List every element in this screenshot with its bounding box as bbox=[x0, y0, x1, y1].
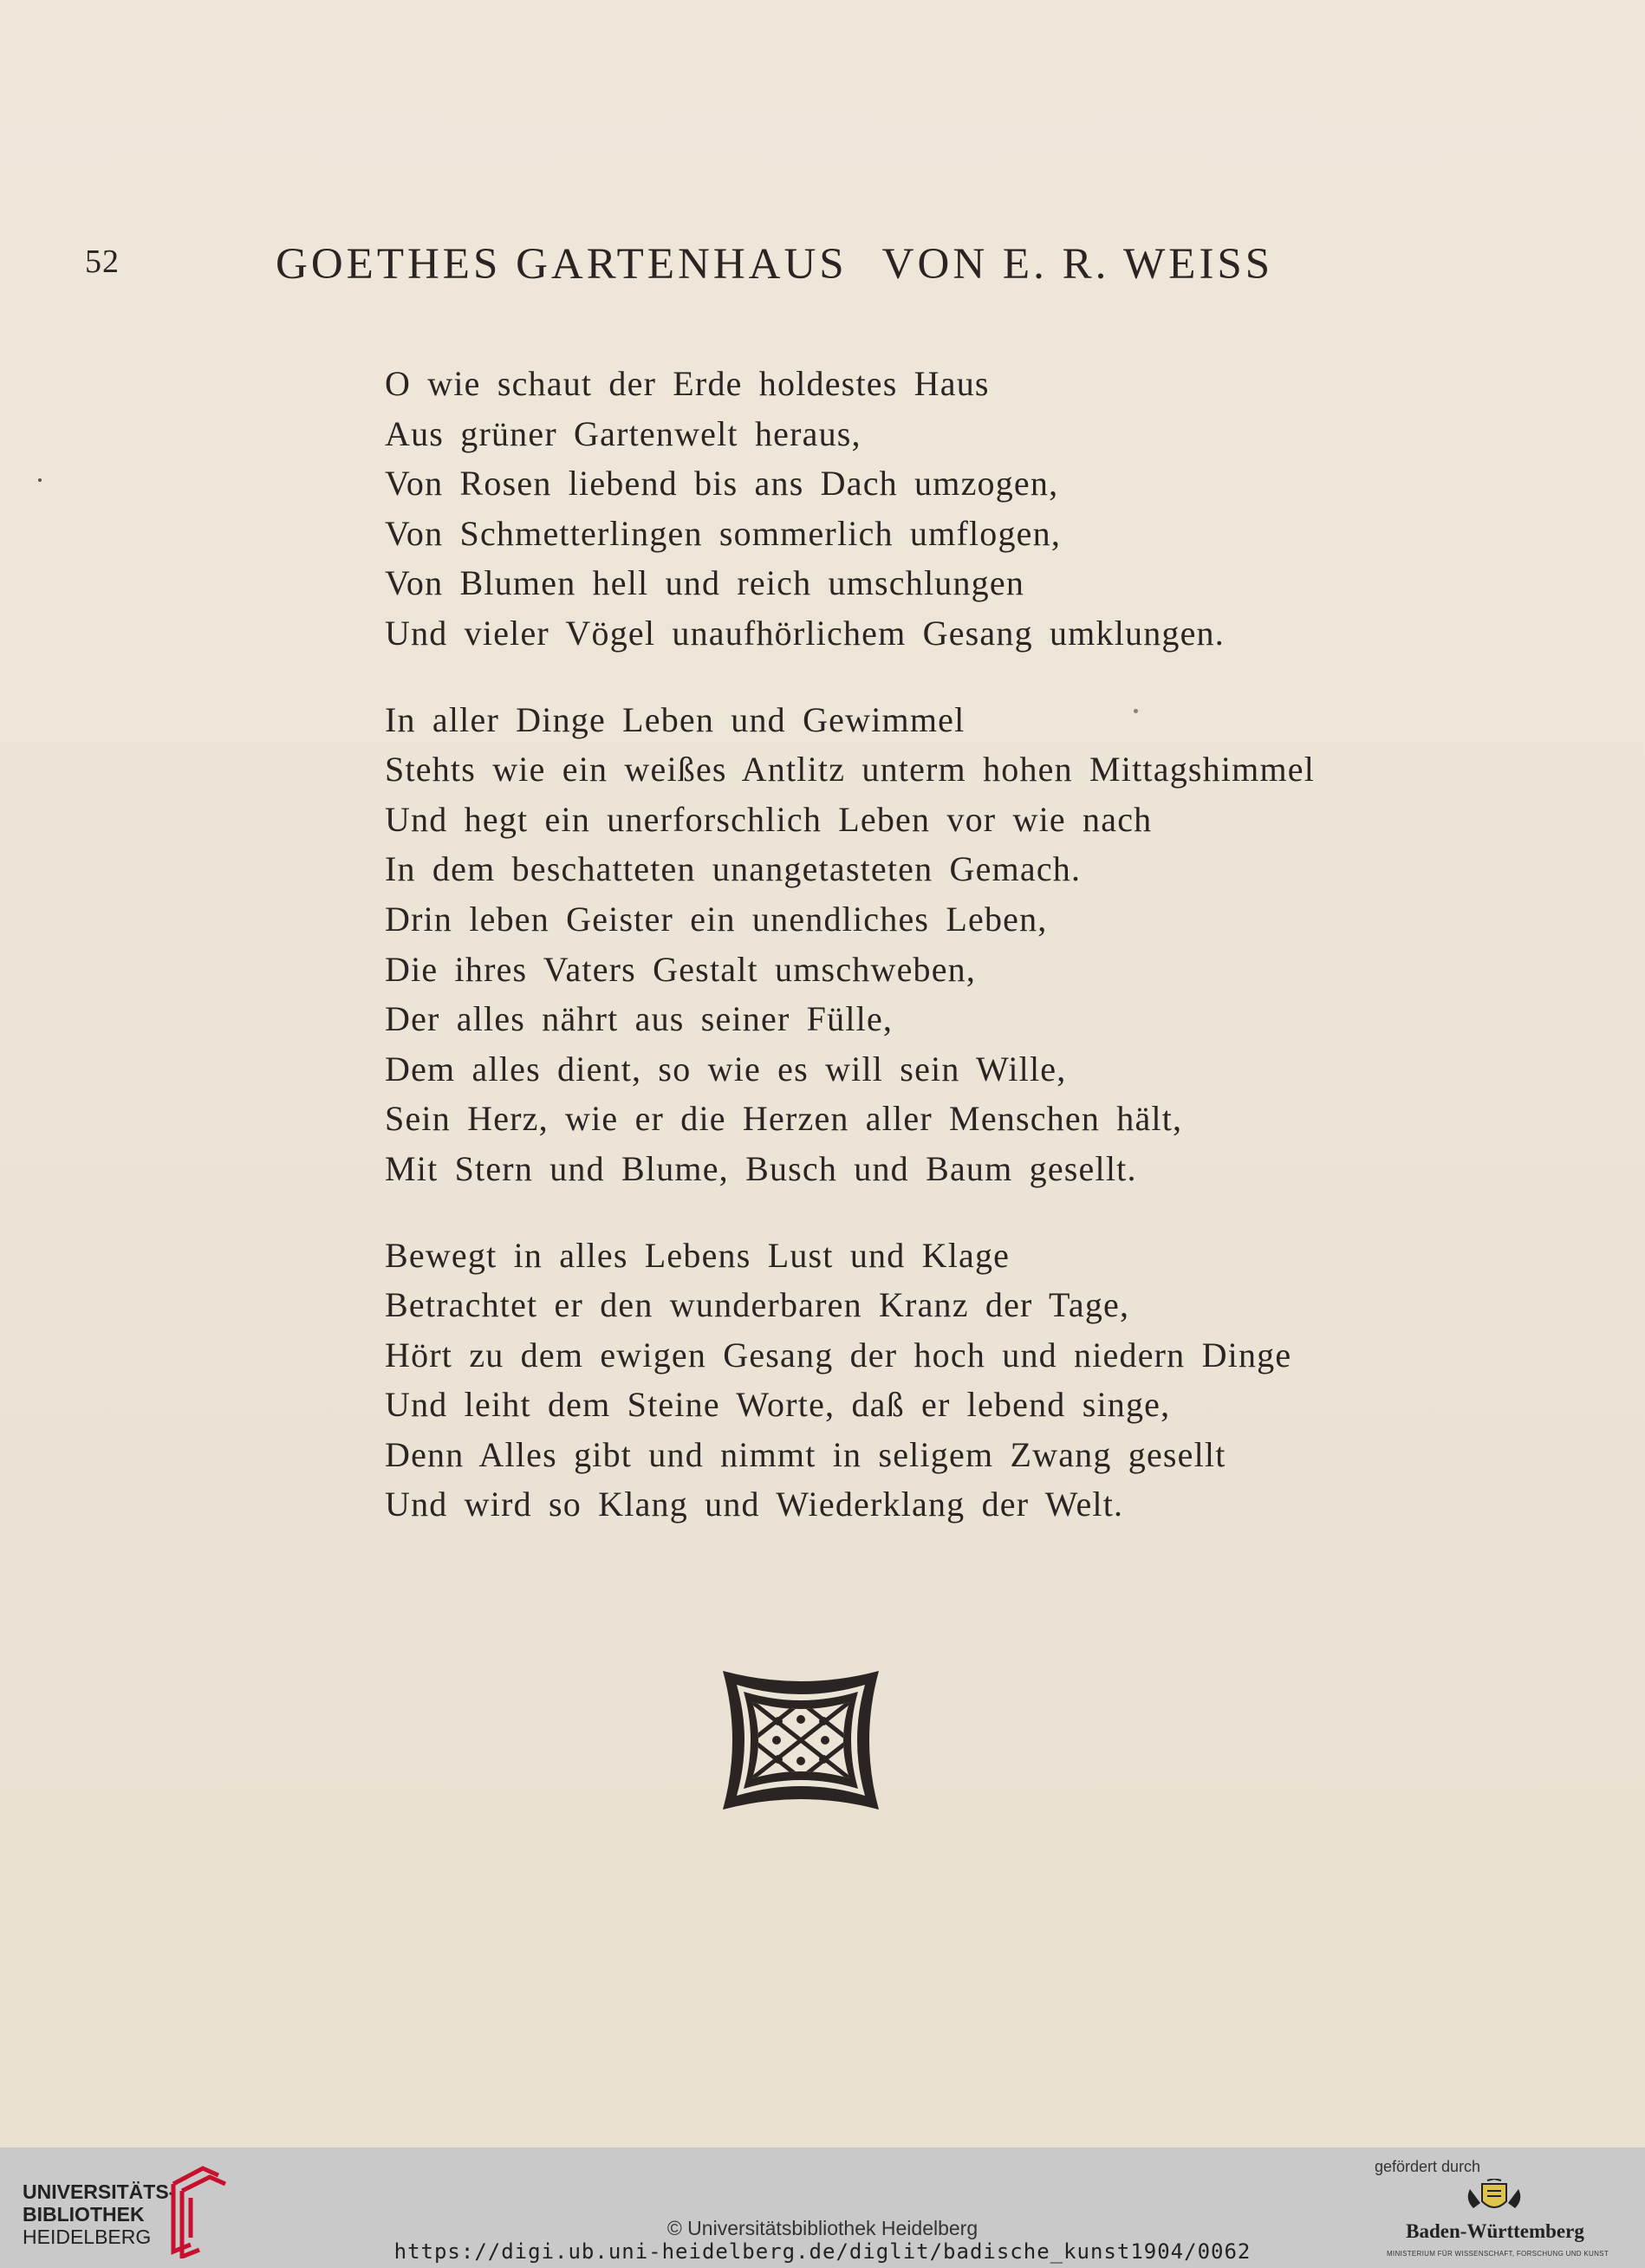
poem-line: Dem alles dient, so wie es will sein Wille, bbox=[385, 1049, 1067, 1089]
poem-line: Der alles nährt aus seiner Fülle, bbox=[385, 999, 894, 1039]
poem-line: Drin leben Geister ein unendliches Leben, bbox=[385, 899, 1048, 939]
poem-line: Von Blumen hell und reich umschlungen bbox=[385, 563, 1025, 603]
poem-line: In aller Dinge Leben und Gewimmel bbox=[385, 699, 966, 739]
poem-line: Von Rosen liebend bis ans Dach umzogen, bbox=[385, 464, 1059, 504]
poem-line: Und vieler Vögel unaufhörlichem Gesang umklungen. bbox=[385, 613, 1225, 653]
poem-line: Bewegt in alles Lebens Lust und Klage bbox=[385, 1235, 1011, 1275]
running-head-author: VON E. R. WEISS bbox=[881, 240, 1274, 289]
poem-line: Stehts wie ein weißes Antlitz unterm hohen Mittagshimmel bbox=[385, 750, 1316, 790]
copyright-notice: © Universitätsbibliothek Heidelberg bbox=[666, 2217, 979, 2239]
funded-by-label: gefördert durch bbox=[1375, 2158, 1481, 2175]
poem-line: Mit Stern und Blume, Busch und Baum gesellt. bbox=[385, 1148, 1137, 1188]
stanza-3 bbox=[385, 1231, 1425, 1530]
poem-line: Und wird so Klang und Wiederklang der Welt. bbox=[385, 1485, 1124, 1524]
funder-ministry: MINISTERIUM FÜR WISSENSCHAFT, FORSCHUNG UND KUNST bbox=[1386, 2250, 1609, 2258]
poem-line: Aus grüner Gartenwelt heraus, bbox=[385, 413, 862, 453]
poem-line: Betrachtet er den wunderbaren Kranz der Tage, bbox=[385, 1285, 1130, 1325]
poem-line: O wie schaut der Erde holdestes Haus bbox=[385, 364, 990, 403]
poem-line: Sein Herz, wie er die Herzen aller Menschen hält, bbox=[385, 1099, 1183, 1139]
diamond-lattice-vignette-icon bbox=[716, 1666, 886, 1815]
running-head bbox=[276, 239, 1394, 289]
footer-bar bbox=[0, 2148, 1645, 2268]
poem-line: Denn Alles gibt und nimmt in seligem Zwang gesellt bbox=[385, 1434, 1226, 1474]
poem-line: In dem beschatteten unangetasteten Gemach. bbox=[385, 849, 1082, 889]
poem-line: Und leiht dem Steine Worte, daß er lebend singe, bbox=[385, 1385, 1171, 1425]
poem bbox=[385, 359, 1425, 1566]
scan-speck bbox=[1134, 709, 1138, 713]
stanza-1 bbox=[385, 359, 1425, 659]
baden-wuerttemberg-crest-icon bbox=[1461, 2179, 1527, 2219]
stanza-2 bbox=[385, 695, 1425, 1194]
scan-speck bbox=[38, 478, 42, 482]
page-number: 52 bbox=[85, 244, 120, 280]
running-head-title: GOETHES GARTENHAUS bbox=[276, 240, 848, 289]
poem-line: Von Schmetterlingen sommerlich umflogen, bbox=[385, 513, 1062, 553]
poem-line: Die ihres Vaters Gestalt umschweben, bbox=[385, 949, 977, 989]
poem-line: Und hegt ein unerforschlich Leben vor wie nach bbox=[385, 799, 1153, 839]
permalink-url[interactable]: https://digi.ub.uni-heidelberg.de/diglit/badische_kunst1904/0062 bbox=[393, 2239, 1252, 2264]
funder-name: Baden-Württemberg bbox=[1406, 2220, 1584, 2242]
library-name: UNIVERSITÄTS- BIBLIOTHEK HEIDELBERG bbox=[23, 2180, 176, 2248]
poem-line: Hört zu dem ewigen Gesang der hoch und niedern Dinge bbox=[385, 1335, 1292, 1374]
